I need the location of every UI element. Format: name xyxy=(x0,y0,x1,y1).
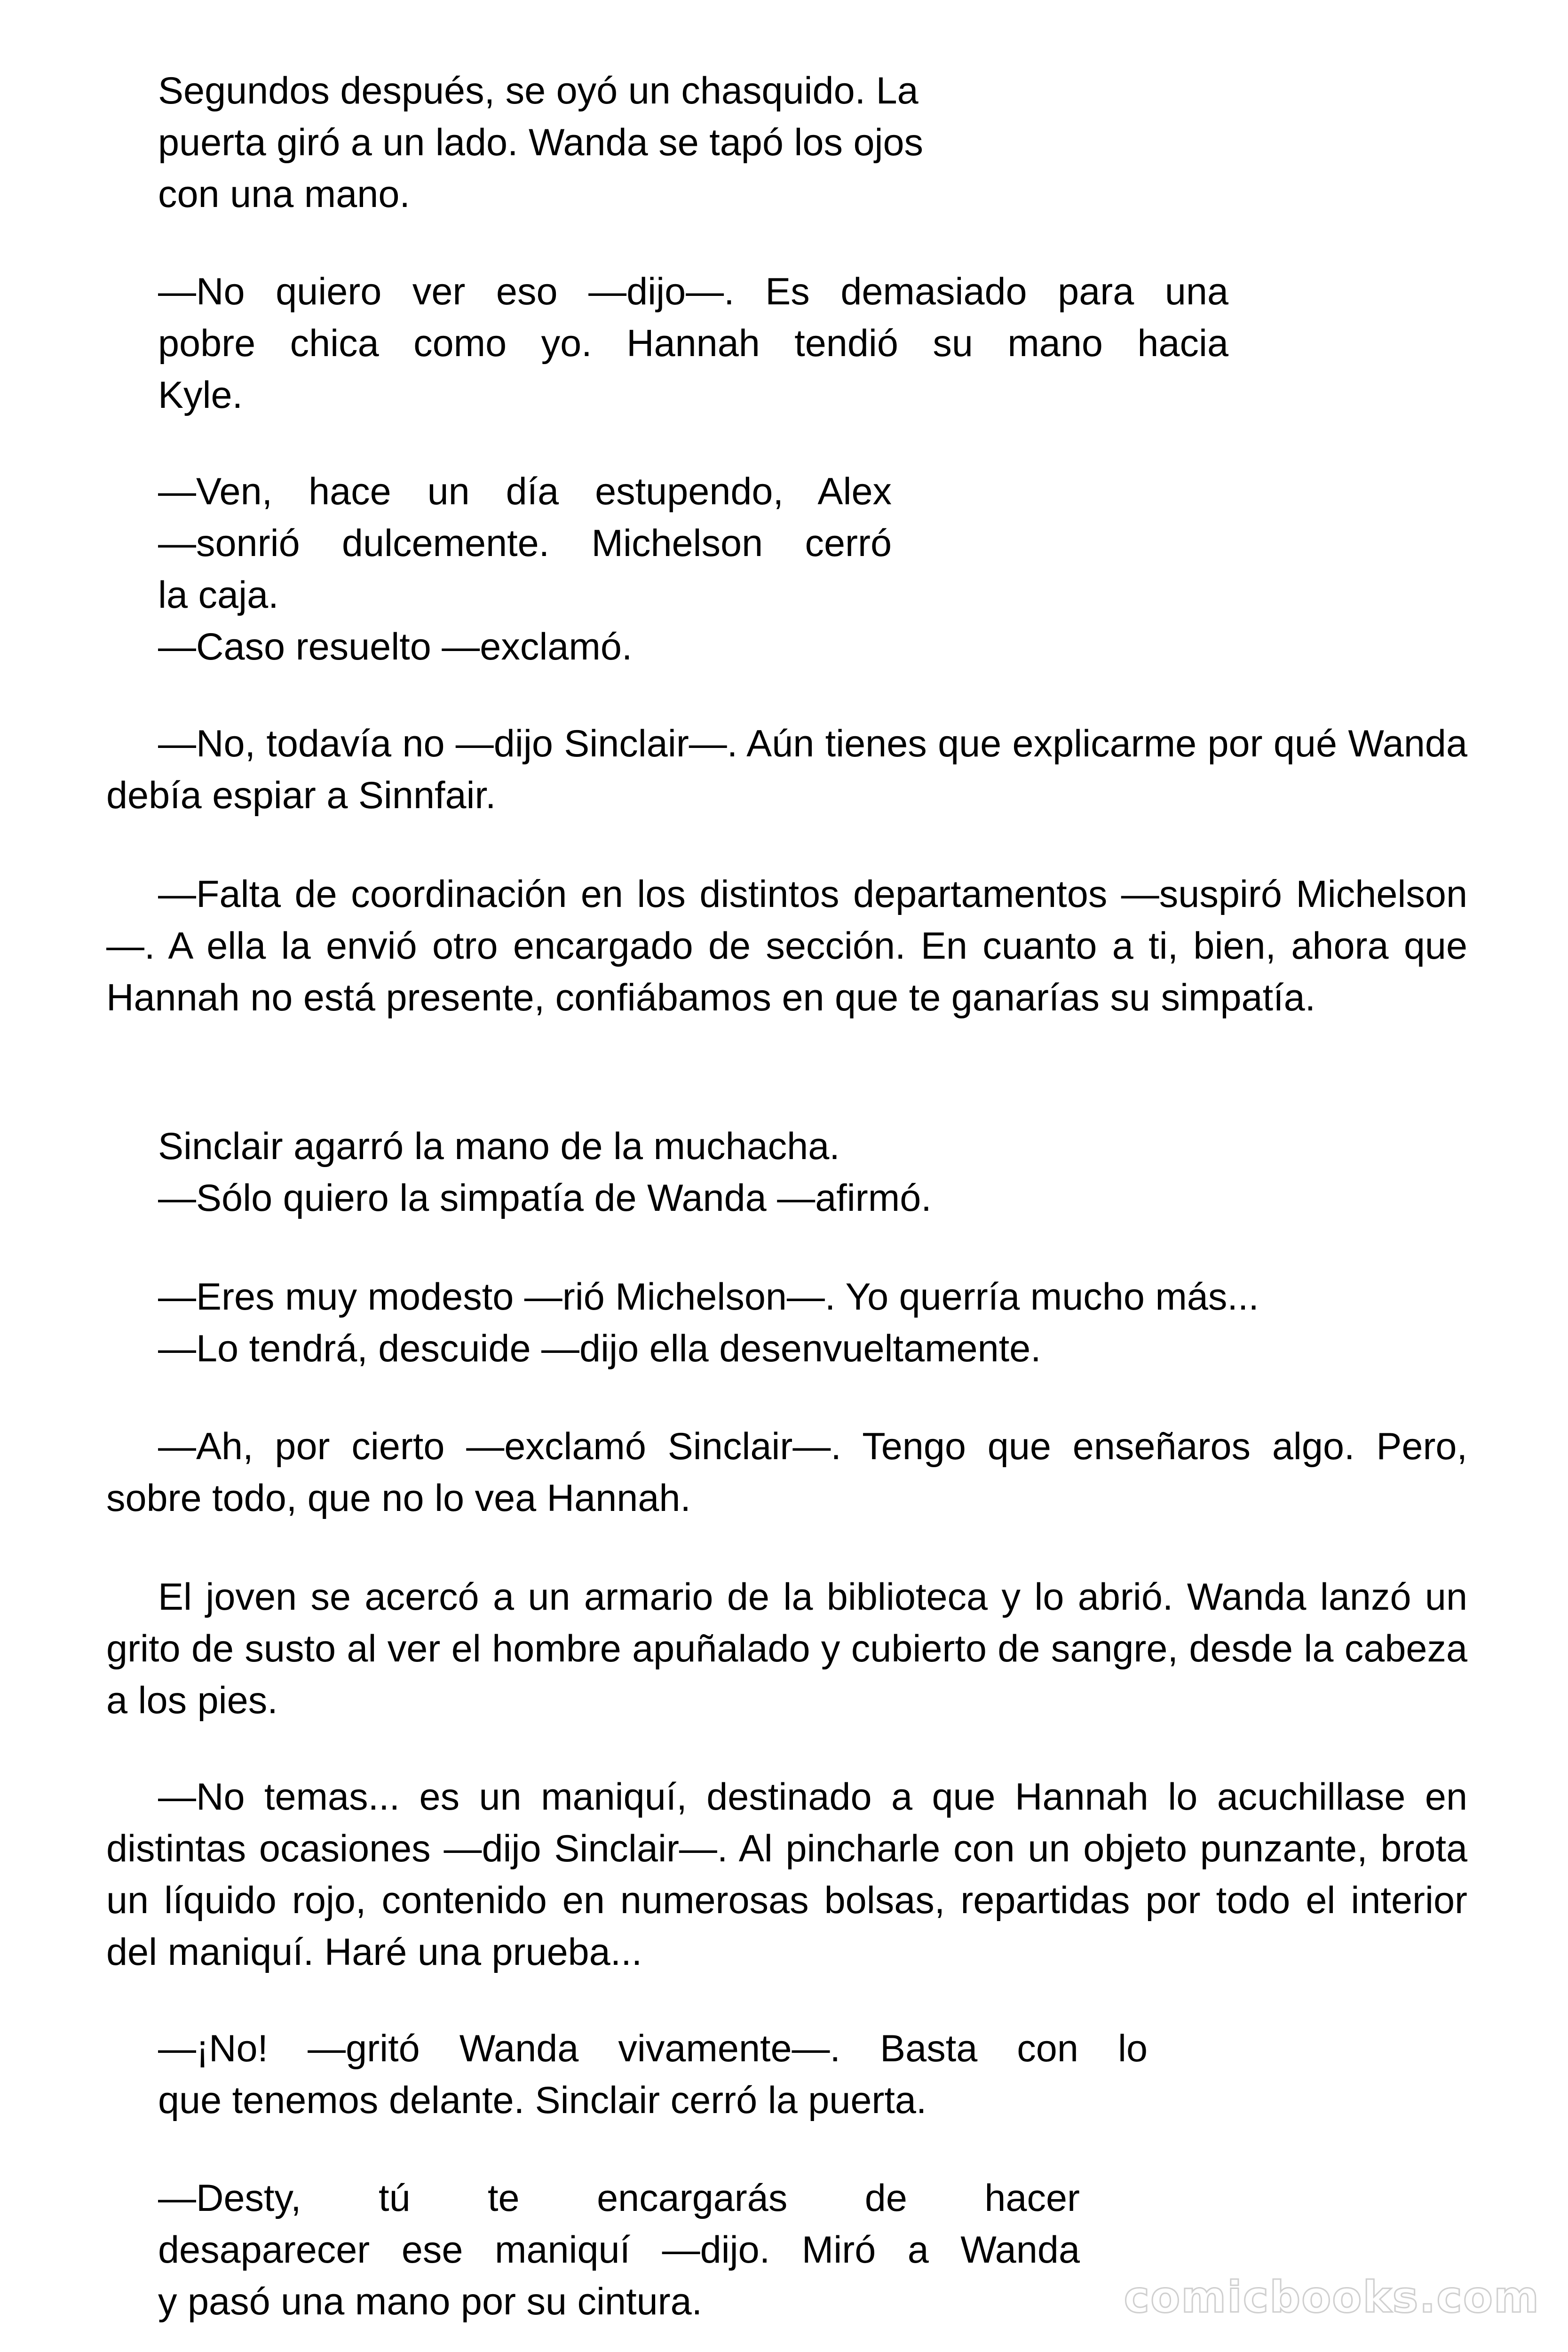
text-line: pobre chica como yo. Hannah tendió su mano hacia xyxy=(158,322,1228,365)
paragraph xyxy=(158,1120,1381,1224)
text-line: Segundos después, se oyó un chasquido. La xyxy=(158,70,919,112)
paragraph: —No, todavía no —dijo Sinclair—. Aún tienes que explicarme por qué Wanda debía espiar a Sinnfair. xyxy=(106,723,1467,817)
text-line: con una mano. xyxy=(158,173,410,215)
paragraph: El joven se acercó a un armario de la biblioteca y lo abrió. Wanda lanzó un grito de susto al ver el hombre apuñalado y cubierto de sangre, desde la cabeza a los pies. xyxy=(106,1576,1467,1722)
text-line: —Caso resuelto —exclamó. xyxy=(158,626,633,668)
text-line: —Ven, hace un día estupendo, Alex xyxy=(158,470,892,513)
text-line: y pasó una mano por su cintura. xyxy=(158,2280,703,2323)
watermark-logo: comicbooks.com xyxy=(1124,2272,1540,2322)
text-line: —Eres muy modesto —rió Michelson—. Yo querría mucho más... xyxy=(158,1276,1259,1318)
text-line: desaparecer ese maniquí —dijo. Miró a Wanda xyxy=(158,2229,1080,2271)
paragraph xyxy=(158,2172,1080,2328)
paragraph xyxy=(158,65,1050,220)
text-line: —Lo tendrá, descuide —dijo ella desenvueltamente. xyxy=(158,1327,1041,1370)
text-line: que tenemos delante. Sinclair cerró la puerta. xyxy=(158,2079,927,2122)
paragraph: —Ah, por cierto —exclamó Sinclair—. Tengo que enseñaros algo. Pero, sobre todo, que no lo vea Hannah. xyxy=(106,1425,1467,1519)
text-line: la caja. xyxy=(158,574,279,616)
text-line: —Sólo quiero la simpatía de Wanda —afirmó. xyxy=(158,1177,932,1219)
text-line: —sonrió dulcemente. Michelson cerró xyxy=(158,522,892,564)
text-line: —No quiero ver eso —dijo—. Es demasiado para una xyxy=(158,270,1228,313)
text-line: Sinclair agarró la mano de la muchacha. xyxy=(158,1125,840,1168)
text-line: —Desty, tú te encargarás de hacer xyxy=(158,2177,1080,2219)
paragraph: —Falta de coordinación en los distintos departamentos —suspiró Michelson—. A ella la envió otro encargado de sección. En cuanto a ti, bien, ahora que Hannah no está presente, confiábamos en que te ganarías su simpatía. xyxy=(106,873,1467,1019)
text-line: puerta giró a un lado. Wanda se tapó los ojos xyxy=(158,121,924,164)
paragraph xyxy=(158,266,1228,421)
paragraph xyxy=(158,1271,1428,1375)
text-line: Kyle. xyxy=(158,374,243,416)
text-line: —¡No! —gritó Wanda vivamente—. Basta con lo xyxy=(158,2027,1148,2070)
paragraph xyxy=(158,466,892,673)
paragraph: —No temas... es un maniquí, destinado a que Hannah lo acuchillase en distintas ocasiones —dijo Sinclair—. Al pincharle con un objeto punzante, brota un líquido rojo, contenido en numerosas bolsas, repartidas por todo el interior del maniquí. Haré una prueba... xyxy=(106,1776,1467,1973)
paragraph xyxy=(158,2023,1148,2126)
